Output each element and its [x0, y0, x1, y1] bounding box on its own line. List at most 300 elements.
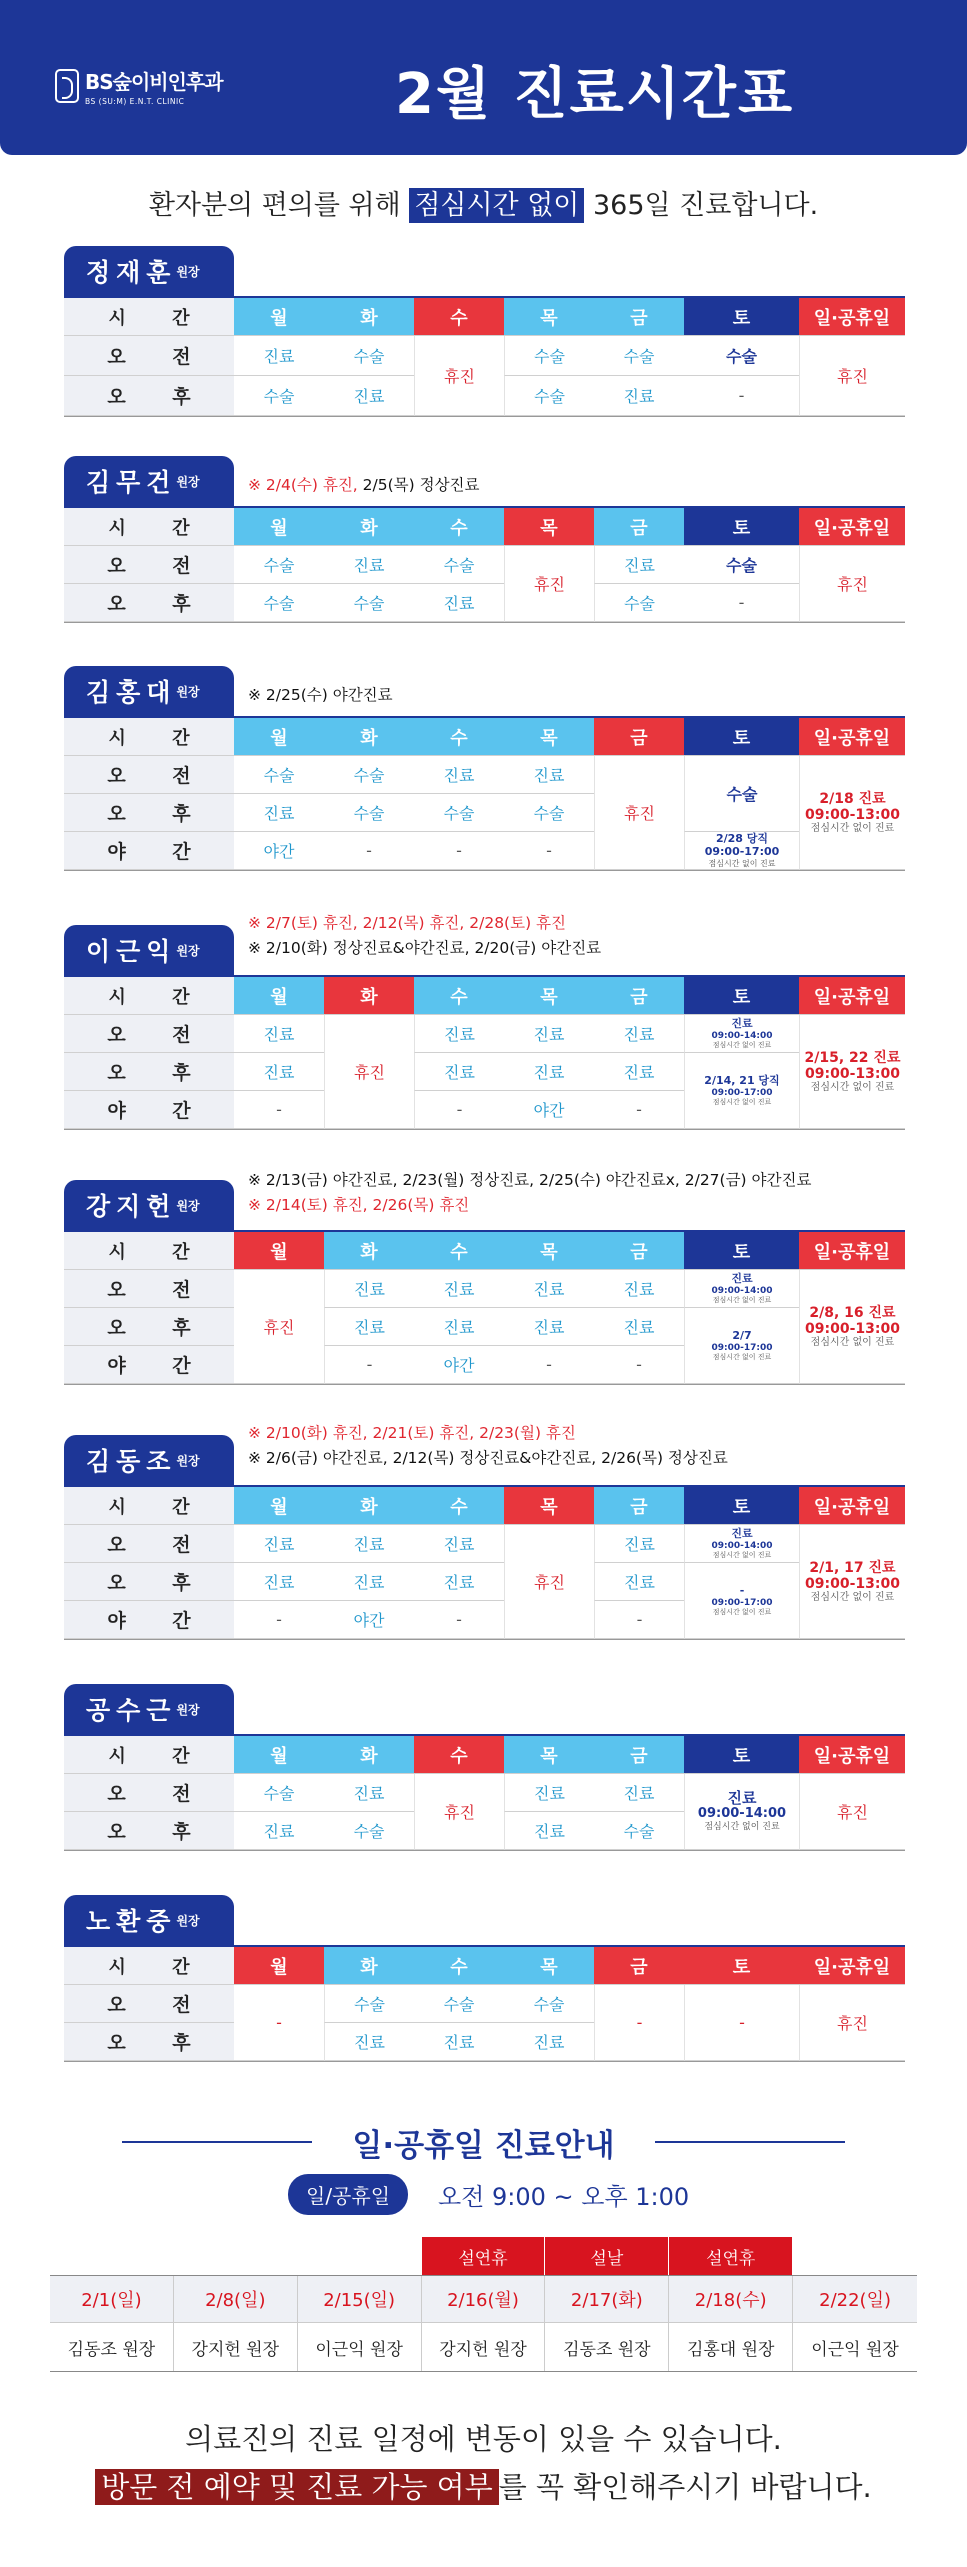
cell-night-thu: -: [504, 832, 594, 870]
row-label-pm: 오 후: [64, 1563, 234, 1601]
day-header-tue: 화: [324, 508, 414, 546]
cell-sun-closed: 휴진: [799, 546, 905, 622]
day-header-wed: 수: [414, 977, 504, 1015]
logo-name: BS숲이비인후과: [85, 70, 223, 94]
cell-sun-hours: [799, 1015, 905, 1129]
schedule-table: [64, 296, 905, 417]
day-header-thu: 목: [504, 298, 594, 336]
doctor-rank: 원장: [176, 684, 200, 699]
day-header-thu: 목: [504, 977, 594, 1015]
schedule-table: [64, 1734, 905, 1851]
sun-date: 2/1, 17 진료: [809, 1559, 896, 1576]
sat-duty-note: 점심시간 없이 진료: [712, 1352, 772, 1361]
row-label-pm: 오 후: [64, 1053, 234, 1091]
cell-am-thu: 수술: [504, 336, 594, 376]
day-header-fri: 금: [594, 298, 684, 336]
sat-duty-date: 2/7: [732, 1328, 752, 1342]
sat-duty-time: 09:00-17:00: [711, 1342, 773, 1353]
holiday-date: 2/16(월): [422, 2276, 546, 2323]
sun-note: 점심시간 없이 진료: [810, 1591, 895, 1603]
sat-duty-time: 09:00-17:00: [711, 1597, 773, 1608]
day-header-fri: 금: [594, 1947, 684, 1985]
doctor-name: 이근익: [86, 937, 177, 966]
cell-am-tue: 수술: [324, 336, 414, 376]
doctor-name: 강지헌: [86, 1192, 177, 1221]
day-header-thu: 목: [504, 1736, 594, 1774]
cell-night-tue: -: [324, 832, 414, 870]
day-header-sun: 일·공휴일: [799, 1947, 905, 1985]
doctor-rank: 원장: [176, 264, 200, 279]
day-header-sun: 일·공휴일: [799, 977, 905, 1015]
holiday-tag: [174, 2237, 298, 2275]
cell-am-tue: 진료: [324, 1525, 414, 1563]
cell-sat-closed: -: [684, 1985, 799, 2061]
row-label-night: 야 간: [64, 1346, 234, 1384]
note-black: 2/5(목) 정상진료: [357, 476, 480, 494]
sat-clinic-note: 점심시간 없이 진료: [712, 1295, 772, 1304]
schedule-table: [64, 1485, 905, 1640]
sat-clinic-label: 진료: [731, 1526, 753, 1540]
row-label-time: 시 간: [64, 1736, 234, 1774]
day-header-fri: 금: [594, 1487, 684, 1525]
sun-date: 2/8, 16 진료: [809, 1304, 896, 1321]
cell-pm-fri: 수술: [594, 1812, 684, 1850]
day-header-fri: 금: [594, 1232, 684, 1270]
row-label-am: 오 전: [64, 1525, 234, 1563]
clinic-logo: [55, 66, 223, 106]
cell-am-mon: 진료: [234, 1525, 324, 1563]
doctor-tab: [64, 1895, 234, 1945]
holiday-doctor: 강지헌 원장: [422, 2323, 546, 2371]
holiday-badge: 일/공휴일: [288, 2174, 408, 2215]
sat-duty-note: 점심시간 없이 진료: [712, 1607, 772, 1616]
row-label-night: 야 간: [64, 1091, 234, 1129]
day-header-thu: 목: [504, 508, 594, 546]
sun-time: 09:00-13:00: [805, 1320, 900, 1337]
day-header-mon: 월: [234, 1947, 324, 1985]
sat-duty-note: 점심시간 없이 진료: [708, 858, 776, 868]
cell-sat-duty: [684, 1563, 799, 1639]
sun-note: 점심시간 없이 진료: [810, 1336, 895, 1348]
cell-am-wed: 진료: [414, 1270, 504, 1308]
doctor-notes: [248, 1421, 728, 1471]
footer-highlight: 방문 전 예약 및 진료 가능 여부: [95, 2469, 498, 2505]
logo-subtitle: BS (SU:M) E.N.T. CLINIC: [85, 97, 185, 106]
cell-night-thu: 야간: [504, 1091, 594, 1129]
row-label-am: 오 전: [64, 336, 234, 376]
doctor-notes: [248, 683, 393, 708]
cell-am-fri: 진료: [594, 1270, 684, 1308]
holiday-date: 2/15(일): [298, 2276, 422, 2323]
cell-night-tue: 야간: [324, 1601, 414, 1639]
holiday-date: 2/1(일): [50, 2276, 174, 2323]
sun-date: 2/18 진료: [819, 790, 886, 807]
sun-note: 점심시간 없이 진료: [810, 822, 895, 834]
doctor-name: 김동조: [86, 1447, 177, 1476]
holiday-tags: [50, 2237, 917, 2275]
cell-am-fri: 진료: [594, 1774, 684, 1812]
cell-sat-duty: [684, 832, 799, 870]
doctor-name: 공수근: [86, 1696, 177, 1725]
day-header-wed: 수: [414, 1232, 504, 1270]
holiday-tag: 설연휴: [669, 2237, 793, 2275]
holiday-doctor: 김동조 원장: [545, 2323, 669, 2371]
cell-am-fri: 진료: [594, 546, 684, 584]
doctor-tab: [64, 1684, 234, 1734]
day-header-tue: 화: [324, 298, 414, 336]
note-black: ※ 2/6(금) 야간진료, 2/12(목) 정상진료&야간진료, 2/26(목) 정상진료: [248, 1449, 728, 1467]
row-label-am: 오 전: [64, 1015, 234, 1053]
row-label-time: 시 간: [64, 1947, 234, 1985]
holiday-date: 2/8(일): [174, 2276, 298, 2323]
day-header-tue: 화: [324, 1232, 414, 1270]
cell-am-mon: 진료: [234, 1015, 324, 1053]
cell-fri-closed: -: [594, 1985, 684, 2061]
row-label-night: 야 간: [64, 832, 234, 870]
day-header-thu: 목: [504, 1232, 594, 1270]
cell-am-tue: 수술: [324, 1985, 414, 2023]
note-red: ※ 2/10(화) 휴진, 2/21(토) 휴진, 2/23(월) 휴진: [248, 1424, 576, 1442]
day-header-wed: 수: [414, 1487, 504, 1525]
cell-pm-mon: 수술: [234, 376, 324, 416]
intro-text: 환자분의 편의를 위해 점심시간 없이 365일 진료합니다.: [148, 190, 819, 221]
doctor-rank: 원장: [176, 474, 200, 489]
cell-night-wed: -: [414, 1091, 504, 1129]
cell-am-sat: 수술: [684, 546, 799, 584]
cell-pm-mon: 수술: [234, 584, 324, 622]
cell-pm-thu: 수술: [504, 794, 594, 832]
day-header-mon: 월: [234, 1487, 324, 1525]
day-header-sat: 토: [684, 1487, 799, 1525]
cell-fri-closed: 휴진: [594, 756, 684, 870]
doctor-tab: [64, 666, 234, 716]
doctor-notes: [248, 1168, 811, 1218]
day-header-sun: 일·공휴일: [799, 508, 905, 546]
row-label-am: 오 전: [64, 546, 234, 584]
cell-pm-tue: 수술: [324, 794, 414, 832]
holiday-table: [50, 2237, 917, 2372]
holiday-tag: 설연휴: [422, 2237, 546, 2275]
cell-sat-duty: [684, 1308, 799, 1384]
cell-am-tue: 진료: [324, 1774, 414, 1812]
day-header-tue: 화: [324, 718, 414, 756]
cell-am-wed: 진료: [414, 1015, 504, 1053]
footer-reminder-text: 를 꼭 확인해주시기 바랍니다.: [498, 2470, 872, 2504]
cell-am-tue: 진료: [324, 546, 414, 584]
day-header-tue: 화: [324, 1736, 414, 1774]
row-label-time: 시 간: [64, 977, 234, 1015]
cell-night-tue: -: [324, 1346, 414, 1384]
doctor-name: 김무건: [86, 468, 177, 497]
cell-sun-closed: 휴진: [799, 1985, 905, 2061]
holiday-tag: 설날: [545, 2237, 669, 2275]
note-black: ※ 2/10(화) 정상진료&야간진료, 2/20(금) 야간진료: [248, 939, 602, 957]
cell-pm-sat: -: [684, 376, 799, 416]
cell-sun-closed: 휴진: [799, 1774, 905, 1850]
cell-pm-mon: 진료: [234, 794, 324, 832]
cell-sat-duty: [684, 1053, 799, 1129]
row-label-am: 오 전: [64, 1985, 234, 2023]
logo-icon: [55, 69, 79, 103]
day-header-sat: 토: [684, 508, 799, 546]
day-header-mon: 월: [234, 718, 324, 756]
cell-pm-fri: 진료: [594, 1053, 684, 1091]
day-header-sat: 토: [684, 1947, 799, 1985]
cell-sat-clinic: [684, 1774, 799, 1850]
row-label-time: 시 간: [64, 1487, 234, 1525]
row-label-pm: 오 후: [64, 1812, 234, 1850]
row-label-time: 시 간: [64, 298, 234, 336]
schedule-table: [64, 975, 905, 1130]
cell-am-wed: 수술: [414, 1985, 504, 2023]
holiday-time: 오전 9:00 ~ 오후 1:00: [438, 2183, 690, 2211]
day-header-tue: 화: [324, 1947, 414, 1985]
day-header-fri: 금: [594, 508, 684, 546]
holiday-doctor: 이근익 원장: [298, 2323, 422, 2371]
doctor-rank: 원장: [176, 1198, 200, 1213]
note-red: ※ 2/4(수) 휴진,: [248, 476, 358, 494]
day-header-fri: 금: [594, 1736, 684, 1774]
day-header-sat: 토: [684, 1232, 799, 1270]
sun-time: 09:00-13:00: [805, 1065, 900, 1082]
cell-night-fri: -: [594, 1091, 684, 1129]
row-label-am: 오 전: [64, 1774, 234, 1812]
schedule-table: [64, 716, 905, 871]
day-header-fri: 금: [594, 718, 684, 756]
day-header-thu: 목: [504, 1487, 594, 1525]
header-banner: [0, 0, 967, 155]
cell-am-tue: 진료: [324, 1270, 414, 1308]
cell-am-mon: 수술: [234, 756, 324, 794]
note-black: ※ 2/13(금) 야간진료, 2/23(월) 정상진료, 2/25(수) 야간진료x, 2/27(금) 야간진료: [248, 1171, 812, 1189]
day-header-sun: 일·공휴일: [799, 1736, 905, 1774]
cell-thu-closed: 휴진: [504, 546, 594, 622]
cell-pm-sat: -: [684, 584, 799, 622]
day-header-sun: 일·공휴일: [799, 1487, 905, 1525]
holiday-tag: [50, 2237, 174, 2275]
sat-duty-note: 점심시간 없이 진료: [712, 1097, 772, 1106]
cell-mon-closed: -: [234, 1985, 324, 2061]
cell-tue-closed: 휴진: [324, 1015, 414, 1129]
sat-clinic-time: 09:00-14:00: [711, 1030, 773, 1041]
cell-am-thu: 진료: [504, 756, 594, 794]
row-label-pm: 오 후: [64, 1308, 234, 1346]
doctor-tab: [64, 1180, 234, 1230]
holiday-date: 2/17(화): [545, 2276, 669, 2323]
day-header-sat: 토: [684, 977, 799, 1015]
cell-pm-tue: 수술: [324, 1812, 414, 1850]
intro-highlight: 점심시간 없이: [409, 188, 584, 223]
sat-duty-time: 09:00-17:00: [704, 844, 780, 858]
holiday-doctor: 강지헌 원장: [174, 2323, 298, 2371]
holiday-doctor: 이근익 원장: [811, 2339, 899, 2360]
doctor-notes: [248, 473, 480, 498]
cell-sat-clinic: [684, 1270, 799, 1308]
schedule-table: [64, 1945, 905, 2062]
cell-pm-wed: 진료: [414, 584, 504, 622]
note-red: ※ 2/7(토) 휴진, 2/12(목) 휴진, 2/28(토) 휴진: [248, 914, 567, 932]
cell-pm-fri: 진료: [594, 1308, 684, 1346]
doctor-notes: [248, 911, 601, 961]
row-label-pm: 오 후: [64, 584, 234, 622]
cell-sun-hours: [799, 1270, 905, 1384]
doctor-tab: [64, 925, 234, 975]
cell-am-wed: 수술: [414, 546, 504, 584]
doctor-tab: [64, 1435, 234, 1485]
cell-mon-closed: 휴진: [234, 1270, 324, 1384]
row-label-time: 시 간: [64, 718, 234, 756]
footer-reminder: [0, 2465, 967, 2506]
cell-pm-thu: 수술: [504, 376, 594, 416]
doctor-name: 김홍대: [86, 678, 177, 707]
day-header-wed: 수: [414, 298, 504, 336]
sat-clinic-note: 점심시간 없이 진료: [712, 1040, 772, 1049]
sat-clinic-label: 진료: [731, 1016, 753, 1030]
cell-night-wed: -: [414, 832, 504, 870]
cell-sat-clinic: [684, 1525, 799, 1563]
cell-pm-thu: 진료: [504, 2023, 594, 2061]
day-header-sat: 토: [684, 1736, 799, 1774]
day-header-tue: 화: [324, 977, 414, 1015]
cell-am-thu: 진료: [504, 1774, 594, 1812]
cell-sun-hours: [799, 1525, 905, 1639]
day-header-sun: 일·공휴일: [799, 298, 905, 336]
day-header-sat: 토: [684, 298, 799, 336]
cell-sat-clinic: [684, 1015, 799, 1053]
cell-am-thu: 진료: [504, 1015, 594, 1053]
day-header-thu: 목: [504, 1947, 594, 1985]
cell-am-wed: 진료: [414, 1525, 504, 1563]
cell-thu-closed: 휴진: [504, 1525, 594, 1639]
doctor-name: 노환중: [86, 1907, 177, 1936]
cell-am-fri: 진료: [594, 1015, 684, 1053]
cell-night-wed: -: [414, 1601, 504, 1639]
sun-date: 2/15, 22 진료: [804, 1049, 901, 1066]
cell-pm-wed: 진료: [414, 1053, 504, 1091]
row-label-am: 오 전: [64, 756, 234, 794]
sat-clinic-note: 점심시간 없이 진료: [704, 1822, 780, 1833]
day-header-fri: 금: [594, 977, 684, 1015]
cell-pm-tue: 진료: [324, 1563, 414, 1601]
cell-am-mon: 수술: [234, 546, 324, 584]
cell-night-mon: -: [234, 1091, 324, 1129]
cell-am-thu: 수술: [504, 1985, 594, 2023]
note-red: ※ 2/14(토) 휴진, 2/26(목) 휴진: [248, 1196, 470, 1214]
sun-time: 09:00-13:00: [805, 806, 900, 823]
row-label-pm: 오 후: [64, 2023, 234, 2061]
sat-clinic-label: 진료: [731, 1271, 753, 1285]
cell-pm-fri: 수술: [594, 584, 684, 622]
sun-note: 점심시간 없이 진료: [810, 1081, 895, 1093]
cell-pm-fri: 진료: [594, 1563, 684, 1601]
cell-night-mon: 야간: [234, 832, 324, 870]
cell-pm-thu: 진료: [504, 1812, 594, 1850]
schedule-table: [64, 1230, 905, 1385]
doctor-tab: [64, 246, 234, 296]
sat-clinic-label: 진료: [727, 1789, 757, 1808]
cell-sun-hours: [799, 756, 905, 870]
row-label-time: 시 간: [64, 1232, 234, 1270]
doctor-rank: 원장: [176, 1913, 200, 1928]
cell-pm-mon: 진료: [234, 1812, 324, 1850]
cell-am-fri: 진료: [594, 1525, 684, 1563]
cell-am-fri: 수술: [594, 336, 684, 376]
holiday-doctor: 김홍대 원장: [669, 2323, 793, 2371]
day-header-mon: 월: [234, 1232, 324, 1270]
day-header-mon: 월: [234, 1736, 324, 1774]
cell-wed-closed: 휴진: [414, 336, 504, 416]
day-header-sun: 일·공휴일: [799, 1232, 905, 1270]
sat-duty-date: 2/14, 21 당직: [704, 1073, 780, 1087]
sat-duty-date: -: [739, 1583, 745, 1597]
cell-am-thu: 진료: [504, 1270, 594, 1308]
sat-clinic-time: 09:00-14:00: [711, 1285, 773, 1296]
holiday-title: 일·공휴일 진료안내: [352, 2128, 615, 2164]
cell-night-mon: -: [234, 1601, 324, 1639]
cell-pm-thu: 진료: [504, 1308, 594, 1346]
cell-pm-tue: 진료: [324, 376, 414, 416]
cell-pm-wed: 진료: [414, 1308, 504, 1346]
row-label-pm: 오 후: [64, 794, 234, 832]
doctor-rank: 원장: [176, 1702, 200, 1717]
holiday-date: 2/22(일): [793, 2276, 917, 2323]
day-header-sat: 토: [684, 718, 799, 756]
cell-sun-closed: 휴진: [799, 336, 905, 416]
row-label-am: 오 전: [64, 1270, 234, 1308]
note-black: ※ 2/25(수) 야간진료: [248, 686, 393, 704]
holiday-tag: [298, 2237, 422, 2275]
day-header-mon: 월: [234, 298, 324, 336]
cell-pm-tue: 진료: [324, 1308, 414, 1346]
divider-right: [655, 2141, 845, 2143]
doctor-rank: 원장: [176, 943, 200, 958]
cell-night-thu: -: [504, 1346, 594, 1384]
cell-pm-wed: 진료: [414, 1563, 504, 1601]
cell-pm-wed: 진료: [414, 2023, 504, 2061]
row-label-pm: 오 후: [64, 376, 234, 416]
cell-pm-fri: 진료: [594, 376, 684, 416]
cell-night-fri: -: [594, 1601, 684, 1639]
day-header-wed: 수: [414, 1947, 504, 1985]
cell-sat-surgery: 수술: [684, 756, 799, 832]
day-header-tue: 화: [324, 1487, 414, 1525]
cell-am-sat: 수술: [684, 336, 799, 376]
sat-clinic-time: 09:00-14:00: [711, 1540, 773, 1551]
cell-pm-wed: 수술: [414, 794, 504, 832]
doctor-name: 정재훈: [86, 258, 177, 287]
sat-clinic-time: 09:00-14:00: [697, 1806, 787, 1822]
cell-pm-mon: 진료: [234, 1563, 324, 1601]
cell-pm-tue: 진료: [324, 2023, 414, 2061]
cell-am-tue: 수술: [324, 756, 414, 794]
holiday-date: 2/18(수): [669, 2276, 793, 2323]
schedule-table: [64, 506, 905, 623]
day-header-sun: 일·공휴일: [799, 718, 905, 756]
sun-time: 09:00-13:00: [805, 1575, 900, 1592]
footer-notice: 의료진의 진료 일정에 변동이 있을 수 있습니다.: [185, 2422, 782, 2456]
sat-duty-time: 09:00-17:00: [711, 1087, 773, 1098]
cell-am-mon: 수술: [234, 1774, 324, 1812]
cell-night-fri: -: [594, 1346, 684, 1384]
row-label-time: 시 간: [64, 508, 234, 546]
day-header-mon: 월: [234, 508, 324, 546]
day-header-wed: 수: [414, 508, 504, 546]
cell-night-wed: 야간: [414, 1346, 504, 1384]
day-header-wed: 수: [414, 718, 504, 756]
page-title: 2월 진료시간표: [395, 62, 795, 127]
cell-pm-tue: 수술: [324, 584, 414, 622]
cell-am-mon: 진료: [234, 336, 324, 376]
